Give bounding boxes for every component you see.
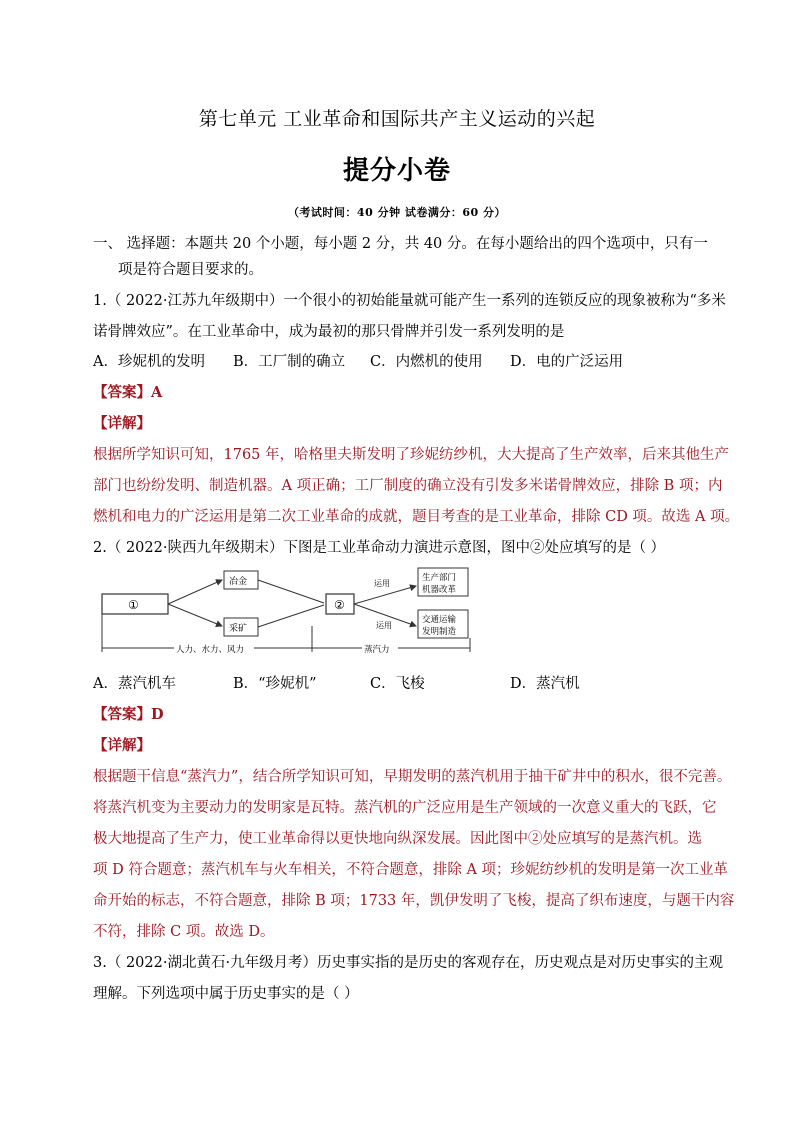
q2-option-b: B．“珍妮机” — [233, 676, 317, 692]
q2-stem-line-1: 2.（ 2022·陕西九年级期末）下图是工业革命动力演进示意图，图中②处应填写的是（ ） — [93, 540, 666, 556]
q1-stem-line-1: 1.（ 2022·江苏九年级期中）一个很小的初始能量就可能产生一系列的连锁反应的现象被称为“多米 — [93, 293, 726, 309]
q2-answer: 【答案】D — [93, 706, 164, 723]
diagram-box-metallurgy-label: 冶金 — [229, 577, 248, 587]
q2-detail-line-6: 不符，排除 C 项。故选 D。 — [93, 924, 275, 940]
q3-stem-line-2: 理解。下列选项中属于历史事实的是（ ） — [93, 986, 359, 1002]
q1-stem-line-2: 诺骨牌效应”。在工业革命中，成为最初的那只骨牌并引发一系列发明的是 — [93, 324, 565, 340]
diagram-box-mining-label: 采矿 — [229, 624, 248, 634]
q1-detail-line-3: 燃机和电力的广泛运用是第二次工业革命的成就，题目考查的是工业革命，排除 CD 项。故选 A 项。 — [93, 509, 740, 525]
q1-detail-line-2: 部门也纷纷发明、制造机器。A 项正确；工厂制度的确立没有引发多米诺骨牌效应，排除 B 项；内 — [93, 478, 723, 494]
q1-option-c: C．内燃机的使用 — [370, 354, 483, 370]
diagram-span-right-label: 蒸汽力 — [364, 645, 390, 655]
diagram-box-production-line-1: 生产部门 — [422, 573, 457, 583]
q2-detail-line-3: 极大地提高了生产力，使工业革命得以更快地向纵深发展。因此图中②处应填写的是蒸汽机。选 — [93, 831, 702, 847]
diagram-box-2-label: ② — [334, 598, 345, 612]
q2-option-a: A．蒸汽机车 — [93, 676, 176, 692]
q2-detail-tag: 【详解】 — [93, 737, 151, 754]
q1-answer: 【答案】A — [93, 384, 163, 401]
q2-detail-line-5: 命开始的标志，不符合题意，排除 B 项；1733 年，凯伊发明了飞梭，提高了织布速度，与题干内容 — [93, 893, 735, 909]
q2-option-d: D．蒸汽机 — [510, 676, 580, 692]
q3-stem-line-1: 3.（ 2022·湖北黄石·九年级月考）历史事实指的是历史的客观存在，历史观点是对历史事实的主观 — [93, 955, 724, 971]
q1-detail-line-1: 根据所学知识可知，1765 年，哈格里夫斯发明了珍妮纺纱机，大大提高了生产效率，后来其他生产 — [93, 447, 730, 463]
diagram-box-1-label: ① — [128, 598, 139, 612]
section-instruction-line-2: 项是符合题目要求的。 — [118, 262, 263, 278]
diagram-label-use-up: 运用 — [374, 579, 390, 588]
q2-detail-line-2: 将蒸汽机变为主要动力的发明家是瓦特。蒸汽机的广泛应用是生产领域的一次意义重大的飞跃，它 — [93, 800, 717, 816]
exam-info: （考试时间：40 分钟 试卷满分：60 分） — [287, 206, 507, 219]
q2-detail-line-1: 根据题干信息“蒸汽力”，结合所学知识可知，早期发明的蒸汽机用于抽干矿井中的积水，很不完善。 — [93, 769, 732, 785]
q2-option-c: C．飞梭 — [370, 676, 425, 692]
diagram-span-left-label: 人力、水力、风力 — [176, 645, 245, 655]
section-instruction-line-1: 一、 选择题：本题共 20 个小题，每小题 2 分，共 40 分。在每小题给出的四个选项中，只有一 — [93, 236, 708, 252]
q1-detail-tag: 【详解】 — [93, 415, 151, 432]
diagram-box-transport-line-2: 发明制造 — [422, 627, 457, 637]
main-title: 提分小卷 — [342, 156, 451, 186]
diagram-label-use-down: 运用 — [376, 621, 392, 630]
q2-diagram — [96, 566, 476, 658]
q1-option-b: B．工厂制的确立 — [233, 354, 346, 370]
diagram-box-transport-line-1: 交通运输 — [422, 615, 457, 625]
q1-option-d: D．电的广泛运用 — [510, 354, 624, 370]
unit-title: 第七单元 工业革命和国际共产主义运动的兴起 — [198, 108, 596, 130]
diagram-box-production-line-2: 机器改革 — [422, 585, 457, 595]
q2-detail-line-4: 项 D 符合题意；蒸汽机车与火车相关，不符合题意，排除 A 项；珍妮纺纱机的发明是第一次工业革 — [93, 862, 729, 878]
q1-option-a: A．珍妮机的发明 — [93, 354, 205, 370]
